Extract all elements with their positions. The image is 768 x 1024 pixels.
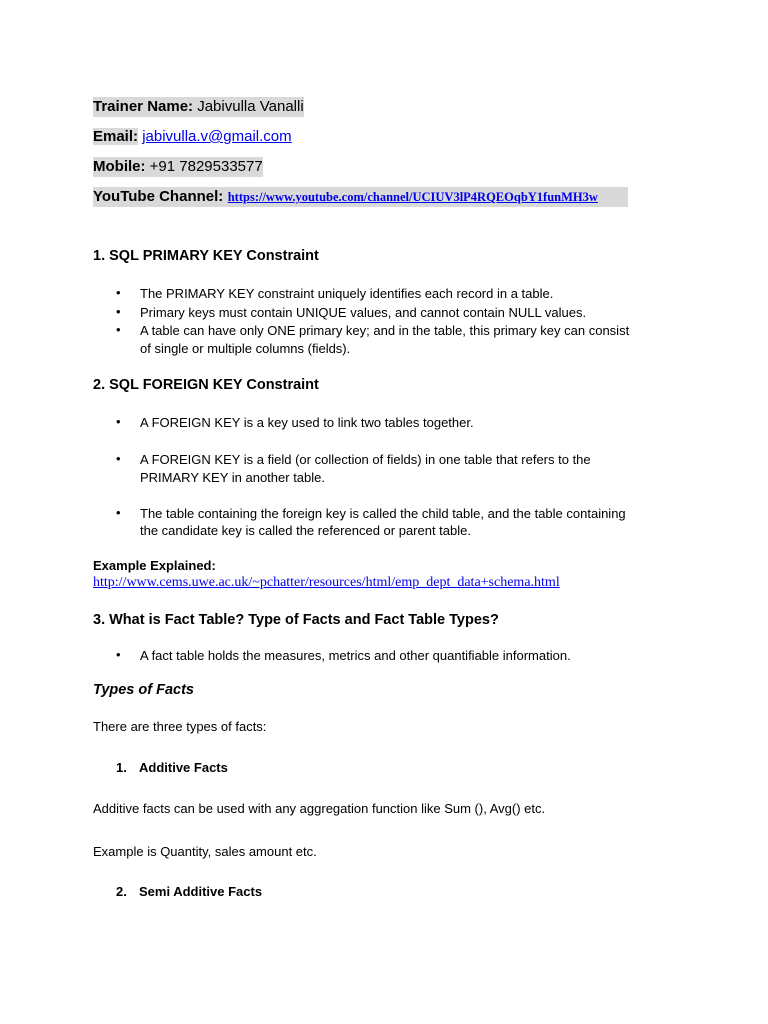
trainer-line (93, 97, 304, 117)
section2-title: 2. SQL FOREIGN KEY Constraint (93, 377, 319, 393)
email-line (93, 127, 292, 147)
list-item-text: PRIMARY KEY in another table. (140, 470, 325, 485)
section3-title: 3. What is Fact Table? Type of Facts and Fact Table Types? (93, 612, 499, 628)
additive-example: Example is Quantity, sales amount etc. (93, 844, 317, 859)
list-item-text: the candidate key is called the referenced or parent table. (140, 523, 471, 538)
section1-title: 1. SQL PRIMARY KEY Constraint (93, 248, 319, 264)
list-item-text: A FOREIGN KEY is a field (or collection of fields) in one table that refers to the (140, 452, 591, 467)
email-link[interactable]: jabivulla.v@gmail.com (142, 128, 292, 145)
additive-description: Additive facts can be used with any aggregation function like Sum (), Avg() etc. (93, 801, 546, 816)
list-item-text: A table can have only ONE primary key; and in the table, this primary key can consist (140, 323, 630, 338)
bullet-dot: • (116, 285, 121, 300)
list-item-text: of single or multiple columns (fields). (140, 341, 351, 356)
trainer-name: Jabivulla Vanalli (197, 98, 304, 115)
item-label: Semi Additive Facts (139, 884, 263, 899)
bullet-dot: • (116, 414, 121, 429)
numbered-item-2 (116, 884, 263, 899)
types-intro: There are three types of facts: (93, 719, 267, 734)
mobile-number: +91 7829533577 (149, 158, 263, 175)
list-item-text: The table containing the foreign key is called the child table, and the table containing (140, 506, 626, 521)
youtube-line (93, 187, 628, 207)
bullet-dot: • (116, 647, 121, 662)
example-link[interactable]: http://www.cems.uwe.ac.uk/~pchatter/resources/html/emp_dept_data+schema.html (93, 575, 560, 590)
youtube-link[interactable]: https://www.youtube.com/channel/UCIUV3lP4RQEOqbY1funMH3w (227, 190, 598, 204)
list-item-text: A FOREIGN KEY is a key used to link two tables together. (140, 415, 474, 430)
bullet-dot: • (116, 505, 121, 520)
trainer-label: Trainer Name: (93, 98, 194, 115)
list-item-text: The PRIMARY KEY constraint uniquely identifies each record in a table. (140, 286, 554, 301)
list-item-text: A fact table holds the measures, metrics and other quantifiable information. (140, 648, 571, 663)
example-label: Example Explained: (93, 558, 216, 573)
email-label: Email: (93, 128, 139, 145)
numbered-item-1 (116, 760, 228, 775)
youtube-label: YouTube Channel: (93, 188, 224, 205)
bullet-dot: • (116, 304, 121, 319)
bullet-dot: • (116, 322, 121, 337)
item-number: 2. (116, 884, 127, 899)
bullet-dot: • (116, 451, 121, 466)
list-item-text: Primary keys must contain UNIQUE values, and cannot contain NULL values. (140, 305, 587, 320)
mobile-line (93, 157, 263, 177)
types-of-facts-heading: Types of Facts (93, 682, 194, 698)
mobile-label: Mobile: (93, 158, 146, 175)
item-number: 1. (116, 760, 127, 775)
item-label: Additive Facts (139, 760, 228, 775)
